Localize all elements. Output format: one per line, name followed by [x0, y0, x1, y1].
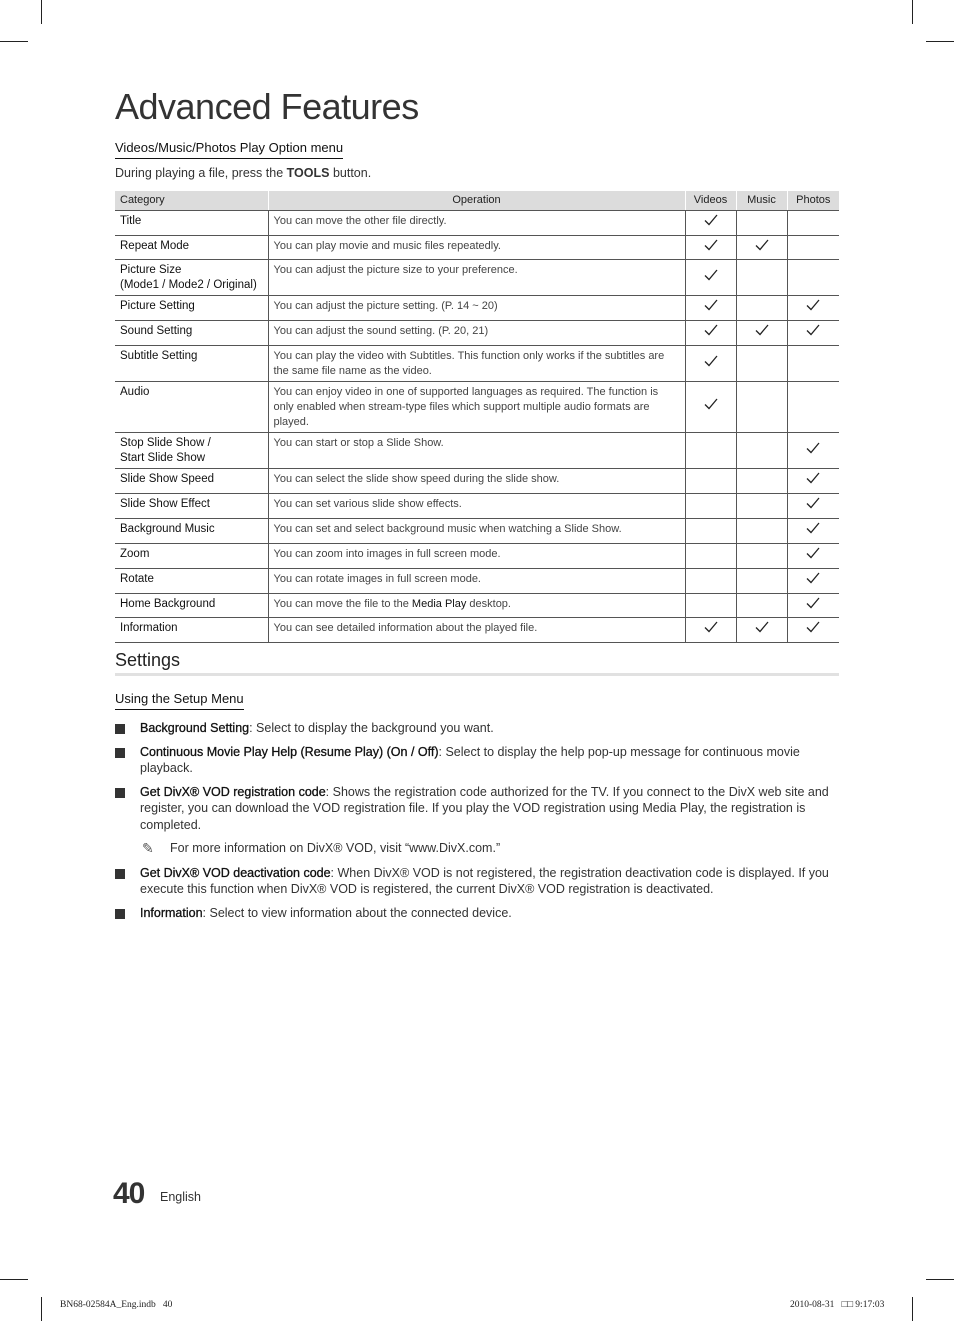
- setting-description: : Select to display the help pop-up message for continuous movie playback.: [140, 744, 800, 775]
- row-category: Subtitle Setting: [115, 345, 268, 381]
- row-videos-support: [685, 568, 736, 593]
- row-photos-support: [787, 543, 839, 568]
- row-operation: You can zoom into images in full screen mode.: [268, 543, 685, 568]
- table-row: [115, 543, 839, 568]
- print-timestamp: 2010-08-31 □□ 9:17:03: [790, 1300, 885, 1310]
- row-category: Background Music: [115, 518, 268, 543]
- row-operation: You can see detailed information about the played file.: [268, 617, 685, 642]
- setting-description: : Shows the registration code authorized for the TV. If you connect to the DivX web site and register, you can download the VOD registration file. If you play the VOD registration using Media Play, the registration is completed.: [140, 784, 829, 832]
- row-category: Rotate: [115, 568, 268, 593]
- row-operation: You can adjust the picture size to your preference.: [268, 259, 685, 295]
- square-bullet-icon: [115, 909, 125, 919]
- crop-mark: [41, 1297, 42, 1321]
- row-operation: You can set various slide show effects.: [268, 493, 685, 518]
- row-photos-support: [787, 432, 839, 468]
- setting-term: Background Setting: [140, 721, 250, 735]
- row-category: Slide Show Speed: [115, 468, 268, 493]
- crop-mark: [0, 41, 28, 42]
- row-photos-support: [787, 259, 839, 295]
- row-videos-support: [685, 320, 736, 345]
- setting-description: : Select to display the background you want.: [249, 721, 494, 735]
- row-photos-support: [787, 210, 839, 235]
- row-category: Home Background: [115, 593, 268, 617]
- table-row: [115, 493, 839, 518]
- row-videos-support: [685, 210, 736, 235]
- row-photos-support: [787, 493, 839, 518]
- row-videos-support: [685, 235, 736, 259]
- table-row: [115, 295, 839, 320]
- setting-term: Get DivX® VOD deactivation code: [140, 865, 331, 880]
- checkmark-icon: [704, 327, 718, 339]
- checkmark-icon: [755, 242, 769, 254]
- row-music-support: [736, 593, 787, 617]
- column-header-videos: Videos: [685, 191, 736, 210]
- page-title: Advanced Features: [115, 86, 419, 127]
- checkmark-icon: [806, 575, 820, 587]
- note-text: For more information on DivX® VOD, visit “www.DivX.com.”: [170, 841, 501, 855]
- intro-text-after: button.: [329, 166, 372, 180]
- table-row: [115, 345, 839, 381]
- row-videos-support: [685, 345, 736, 381]
- table-row: [115, 259, 839, 295]
- checkmark-icon: [755, 327, 769, 339]
- row-operation: You can rotate images in full screen mode.: [268, 568, 685, 593]
- row-music-support: [736, 259, 787, 295]
- row-music-support: [736, 295, 787, 320]
- crop-mark: [926, 41, 954, 42]
- square-bullet-icon: [115, 869, 125, 879]
- play-option-table: [115, 191, 839, 643]
- row-music-support: [736, 543, 787, 568]
- row-videos-support: [685, 543, 736, 568]
- page-language: English: [160, 1190, 201, 1204]
- row-videos-support: [685, 518, 736, 543]
- setting-term: Get DivX® VOD registration code: [140, 784, 326, 799]
- row-music-support: [736, 493, 787, 518]
- row-music-support: [736, 345, 787, 381]
- checkmark-icon: [806, 475, 820, 487]
- list-item: [115, 720, 839, 737]
- row-photos-support: [787, 518, 839, 543]
- row-category: Stop Slide Show / Start Slide Show: [115, 432, 268, 468]
- row-category: Title: [115, 210, 268, 235]
- row-videos-support: [685, 295, 736, 320]
- play-option-intro: [115, 166, 371, 180]
- column-header-photos: Photos: [787, 191, 839, 210]
- row-music-support: [736, 432, 787, 468]
- checkmark-icon: [704, 401, 718, 413]
- row-operation: You can adjust the sound setting. (P. 20, 21): [268, 320, 685, 345]
- tools-key-label: TOOLS: [286, 166, 330, 180]
- row-category: Picture Size (Mode1 / Mode2 / Original): [115, 259, 268, 295]
- media-play-label: Media Play: [411, 597, 467, 610]
- operation-text-before: You can move the file to the: [273, 597, 412, 610]
- row-videos-support: [685, 381, 736, 432]
- table-row: [115, 432, 839, 468]
- row-photos-support: [787, 381, 839, 432]
- row-category: Sound Setting: [115, 320, 268, 345]
- table-row: [115, 568, 839, 593]
- row-music-support: [736, 235, 787, 259]
- row-photos-support: [787, 617, 839, 642]
- column-header-operation: Operation: [268, 191, 685, 210]
- row-music-support: [736, 320, 787, 345]
- row-photos-support: [787, 468, 839, 493]
- checkmark-icon: [704, 302, 718, 314]
- crop-mark: [912, 0, 913, 24]
- crop-mark: [926, 1279, 954, 1280]
- row-operation: You can adjust the picture setting. (P. 14 ~ 20): [268, 295, 685, 320]
- row-music-support: [736, 568, 787, 593]
- row-operation: You can start or stop a Slide Show.: [268, 432, 685, 468]
- note: [115, 840, 839, 857]
- row-music-support: [736, 381, 787, 432]
- row-category: Zoom: [115, 543, 268, 568]
- row-videos-support: [685, 259, 736, 295]
- row-category: Audio: [115, 381, 268, 432]
- square-bullet-icon: [115, 724, 125, 734]
- pencil-note-icon: ✎: [142, 840, 154, 856]
- row-music-support: [736, 210, 787, 235]
- row-photos-support: [787, 593, 839, 617]
- table-row: [115, 518, 839, 543]
- row-videos-support: [685, 617, 736, 642]
- row-music-support: [736, 617, 787, 642]
- checkmark-icon: [704, 624, 718, 636]
- row-operation: You can enjoy video in one of supported languages as required. The function is only enabled when stream-type files which support multiple audio formats are played.: [268, 381, 685, 432]
- table-row: [115, 210, 839, 235]
- checkmark-icon: [704, 242, 718, 254]
- row-operation: You can play movie and music files repeatedly.: [268, 235, 685, 259]
- checkmark-icon: [704, 217, 718, 229]
- row-music-support: [736, 468, 787, 493]
- play-option-heading: Videos/Music/Photos Play Option menu: [115, 140, 343, 159]
- settings-list: [115, 720, 839, 928]
- table-row: [115, 381, 839, 432]
- settings-section-title: Settings: [115, 650, 839, 676]
- row-category: Picture Setting: [115, 295, 268, 320]
- setting-term: Continuous Movie Play Help (Resume Play) (On / Off): [140, 744, 439, 759]
- crop-mark: [0, 1279, 28, 1280]
- setting-description: : When DivX® VOD is not registered, the registration deactivation code is displayed. If you execute this function when DivX® VOD is registered, the current DivX® VOD registration is deactivated.: [140, 865, 829, 896]
- table-row: [115, 468, 839, 493]
- checkmark-icon: [806, 624, 820, 636]
- checkmark-icon: [806, 600, 820, 612]
- row-photos-support: [787, 345, 839, 381]
- checkmark-icon: [806, 445, 820, 457]
- row-operation: You can move the other file directly.: [268, 210, 685, 235]
- row-videos-support: [685, 593, 736, 617]
- row-operation: You can set and select background music when watching a Slide Show.: [268, 518, 685, 543]
- checkmark-icon: [806, 327, 820, 339]
- square-bullet-icon: [115, 748, 125, 758]
- list-item: [115, 744, 839, 777]
- checkmark-icon: [806, 550, 820, 562]
- row-category: Slide Show Effect: [115, 493, 268, 518]
- file-info: BN68-02584A_Eng.indb 40: [60, 1300, 173, 1310]
- checkmark-icon: [755, 624, 769, 636]
- row-videos-support: [685, 468, 736, 493]
- table-row: [115, 235, 839, 259]
- checkmark-icon: [806, 500, 820, 512]
- row-category: Information: [115, 617, 268, 642]
- operation-text-after: desktop.: [466, 597, 511, 610]
- setting-description: : Select to view information about the connected device.: [202, 905, 512, 920]
- row-music-support: [736, 518, 787, 543]
- row-operation: You can select the slide show speed during the slide show.: [268, 468, 685, 493]
- setup-menu-heading: Using the Setup Menu: [115, 691, 244, 710]
- row-videos-support: [685, 493, 736, 518]
- column-header-music: Music: [736, 191, 787, 210]
- row-photos-support: [787, 568, 839, 593]
- list-item: [115, 905, 839, 922]
- row-operation: You can play the video with Subtitles. This function only works if the subtitles are the same file name as the video.: [268, 345, 685, 381]
- row-photos-support: [787, 320, 839, 345]
- row-operation: [268, 593, 685, 617]
- setting-term: Information: [140, 905, 203, 920]
- checkmark-icon: [704, 358, 718, 370]
- intro-text-before: During playing a file, press the: [115, 166, 287, 180]
- checkmark-icon: [806, 302, 820, 314]
- table-row: [115, 320, 839, 345]
- row-photos-support: [787, 235, 839, 259]
- row-photos-support: [787, 295, 839, 320]
- list-item: [115, 865, 839, 898]
- row-videos-support: [685, 432, 736, 468]
- table-header-row: [115, 191, 839, 210]
- row-category: Repeat Mode: [115, 235, 268, 259]
- square-bullet-icon: [115, 788, 125, 798]
- page-number: 40: [113, 1177, 145, 1210]
- table-row: [115, 593, 839, 617]
- checkmark-icon: [704, 272, 718, 284]
- column-header-category: Category: [115, 191, 268, 210]
- crop-mark: [912, 1297, 913, 1321]
- crop-mark: [41, 0, 42, 24]
- list-item: [115, 784, 839, 834]
- checkmark-icon: [806, 525, 820, 537]
- table-row: [115, 617, 839, 642]
